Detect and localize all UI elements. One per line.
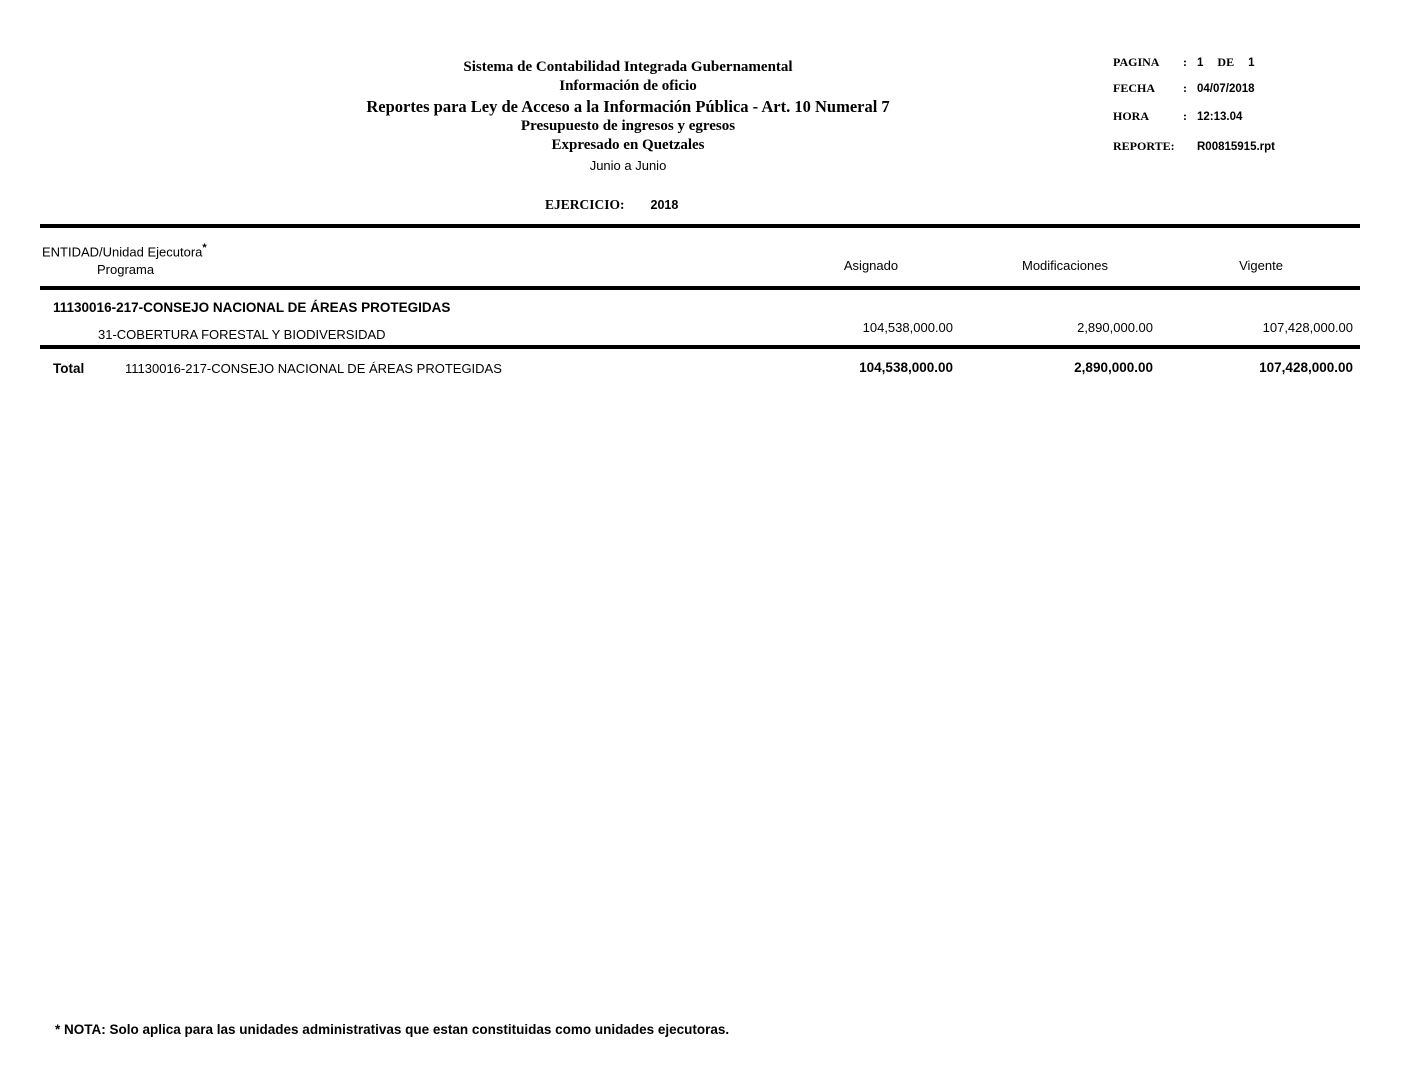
reporte-label: REPORTE: [1113, 139, 1175, 153]
pagina-total: 1 [1248, 57, 1255, 69]
title-line-budget: Presupuesto de ingresos y egresos [520, 118, 736, 134]
pagina-de-label: DE [1217, 55, 1235, 69]
pagina-current: 1 [1197, 57, 1204, 69]
column-header-asignado: Asignado [843, 258, 899, 273]
report-title-block [228, 58, 1028, 175]
footnote: * NOTA: Solo aplica para las unidades administrativas que estan constituidas como unidades ejecutoras. [55, 1022, 730, 1037]
entity-footnote-star: * [202, 242, 207, 254]
total-vigente-value: 107,428,000.00 [1259, 360, 1353, 375]
hora-colon: : [1183, 109, 1187, 123]
hora-value: 12:13.04 [1197, 111, 1243, 123]
meta-row-fecha [1113, 81, 1255, 97]
pagina-colon: : [1183, 55, 1187, 69]
table-total-rule [40, 345, 1360, 349]
program-vigente-value: 107,428,000.00 [1262, 320, 1353, 335]
ejercicio-row [545, 197, 678, 213]
title-line-law: Reportes para Ley de Acceso a la Información Pública - Art. 10 Numeral 7 [366, 97, 890, 116]
reporte-value: R00815915.rpt [1197, 141, 1275, 153]
program-modificaciones-value: 2,890,000.00 [1077, 320, 1153, 335]
title-line-info: Información de oficio [559, 78, 697, 94]
report-period: Junio a Junio [589, 158, 667, 173]
total-entity-label: 11130016-217-CONSEJO NACIONAL DE ÁREAS PROTEGIDAS [125, 361, 502, 376]
fecha-label: FECHA [1113, 81, 1155, 95]
fecha-value: 04/07/2018 [1197, 83, 1255, 95]
column-header-entity-text: ENTIDAD/Unidad Ejecutora [42, 244, 203, 260]
title-line-system: Sistema de Contabilidad Integrada Gubernamental [463, 59, 793, 75]
ejercicio-value: 2018 [650, 198, 679, 212]
fecha-colon: : [1183, 81, 1187, 95]
column-header-entity [42, 242, 207, 259]
meta-row-reporte [1113, 139, 1275, 155]
ejercicio-label: EJERCICIO: [545, 197, 625, 212]
table-row-program-label: 31-COBERTURA FORESTAL Y BIODIVERSIDAD [98, 327, 386, 342]
meta-row-pagina [1113, 55, 1254, 71]
pagina-label: PAGINA [1113, 55, 1160, 69]
meta-row-hora [1113, 109, 1242, 125]
title-line-currency: Expresado en Quetzales [551, 137, 705, 153]
column-header-modificaciones: Modificaciones [1022, 258, 1108, 273]
table-header-rule [40, 286, 1360, 290]
column-header-vigente: Vigente [1239, 258, 1283, 273]
total-asignado-value: 104,538,000.00 [859, 360, 953, 375]
table-top-rule [40, 224, 1360, 228]
column-header-program: Programa [97, 262, 155, 277]
program-asignado-value: 104,538,000.00 [862, 320, 953, 335]
total-label: Total [53, 361, 85, 376]
hora-label: HORA [1113, 109, 1149, 123]
table-row-entity: 11130016-217-CONSEJO NACIONAL DE ÁREAS PROTEGIDAS [53, 300, 451, 315]
total-modificaciones-value: 2,890,000.00 [1074, 360, 1153, 375]
